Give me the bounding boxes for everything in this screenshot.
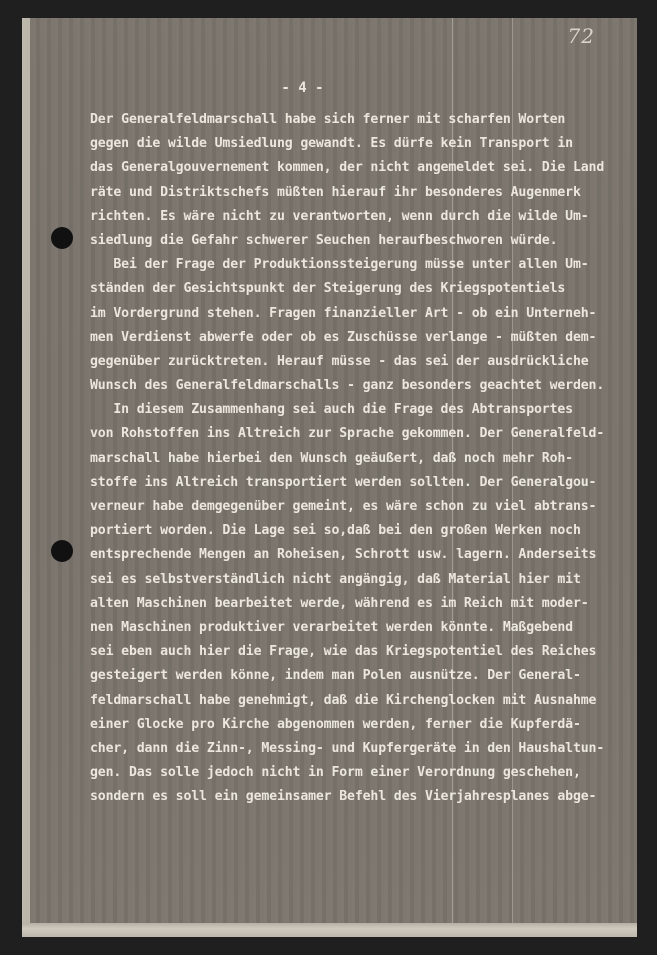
typed-text-body	[90, 108, 650, 809]
text-line: gegen die wilde Umsiedlung gewandt. Es dürfe kein Transport in	[90, 136, 573, 152]
text-line: marschall habe hierbei den Wunsch geäußert, daß noch mehr Roh-	[90, 450, 573, 466]
text-line: stoffe ins Altreich transportiert werden sollten. Der Generalgou-	[90, 474, 597, 490]
text-line: gen. Das solle jedoch nicht in Form einer Verordnung geschehen,	[90, 765, 581, 781]
page-number: - 4 -	[281, 80, 324, 96]
punch-hole	[51, 227, 73, 249]
text-line: sondern es soll ein gemeinsamer Befehl des Vierjahresplanes abge-	[90, 789, 597, 805]
text-line: Der Generalfeldmarschall habe sich ferner mit scharfen Worten	[90, 112, 566, 127]
punch-hole	[51, 540, 73, 562]
text-line: sei es selbstverständlich nicht angängig, daß Material hier mit	[90, 571, 581, 587]
text-line: men Verdienst abwerfe oder ob es Zuschüsse verlange - müßten dem-	[90, 329, 597, 345]
text-line: entsprechende Mengen an Roheisen, Schrott usw. lagern. Anderseits	[90, 547, 597, 563]
text-line: Bei der Frage der Produktionssteigerung müsse unter allen Um-	[90, 257, 589, 273]
text-line: gesteigert werden könne, indem man Polen ausnütze. Der General-	[90, 668, 581, 684]
text-line: siedlung die Gefahr schwerer Seuchen heraufbeschworen würde.	[90, 232, 558, 248]
text-line: nen Maschinen produktiver verarbeitet werden könnte. Maßgebend	[90, 619, 573, 635]
text-line: portiert worden. Die Lage sei so,daß bei den großen Werken noch	[90, 523, 581, 539]
text-line: von Rohstoffen ins Altreich zur Sprache gekommen. Der Generalfeld-	[90, 426, 605, 442]
text-line: sei eben auch hier die Frage, wie das Kriegspotentiel des Reiches	[90, 644, 597, 660]
text-line: richten. Es wäre nicht zu verantworten, wenn durch die wilde Um-	[90, 208, 589, 224]
text-line: ständen der Gesichtspunkt der Steigerung des Kriegspotentiels	[90, 281, 566, 297]
text-line: alten Maschinen bearbeitet werde, während es im Reich mit moder-	[90, 595, 589, 611]
text-line: räte und Distriktschefs müßten hierauf ihr besonderes Augenmerk	[90, 184, 581, 200]
document-page	[22, 18, 637, 937]
archive-number: 72	[567, 24, 595, 48]
text-line: im Vordergrund stehen. Fragen finanzieller Art - ob ein Unterneh-	[90, 305, 597, 321]
text-line: In diesem Zusammenhang sei auch die Frage des Abtransportes	[90, 402, 573, 418]
text-line: Wunsch des Generalfeldmarschalls - ganz besonders geachtet werden.	[90, 378, 605, 394]
text-line: gegenüber zurücktreten. Herauf müsse - das sei der ausdrückliche	[90, 353, 589, 369]
text-line: einer Glocke pro Kirche abgenommen werden, ferner die Kupferdä-	[90, 716, 581, 732]
text-line: verneur habe demgegenüber gemeint, es wäre schon zu viel abtrans-	[90, 499, 597, 514]
page-bottom-edge	[22, 923, 637, 937]
page-edge	[22, 18, 30, 937]
text-line: das Generalgouvernement kommen, der nicht angemeldet sei. Die Land	[90, 160, 605, 176]
text-line: feldmarschall habe genehmigt, daß die Kirchenglocken mit Ausnahme	[90, 692, 597, 708]
text-line: cher, dann die Zinn-, Messing- und Kupfergeräte in den Haushaltun-	[90, 740, 605, 756]
